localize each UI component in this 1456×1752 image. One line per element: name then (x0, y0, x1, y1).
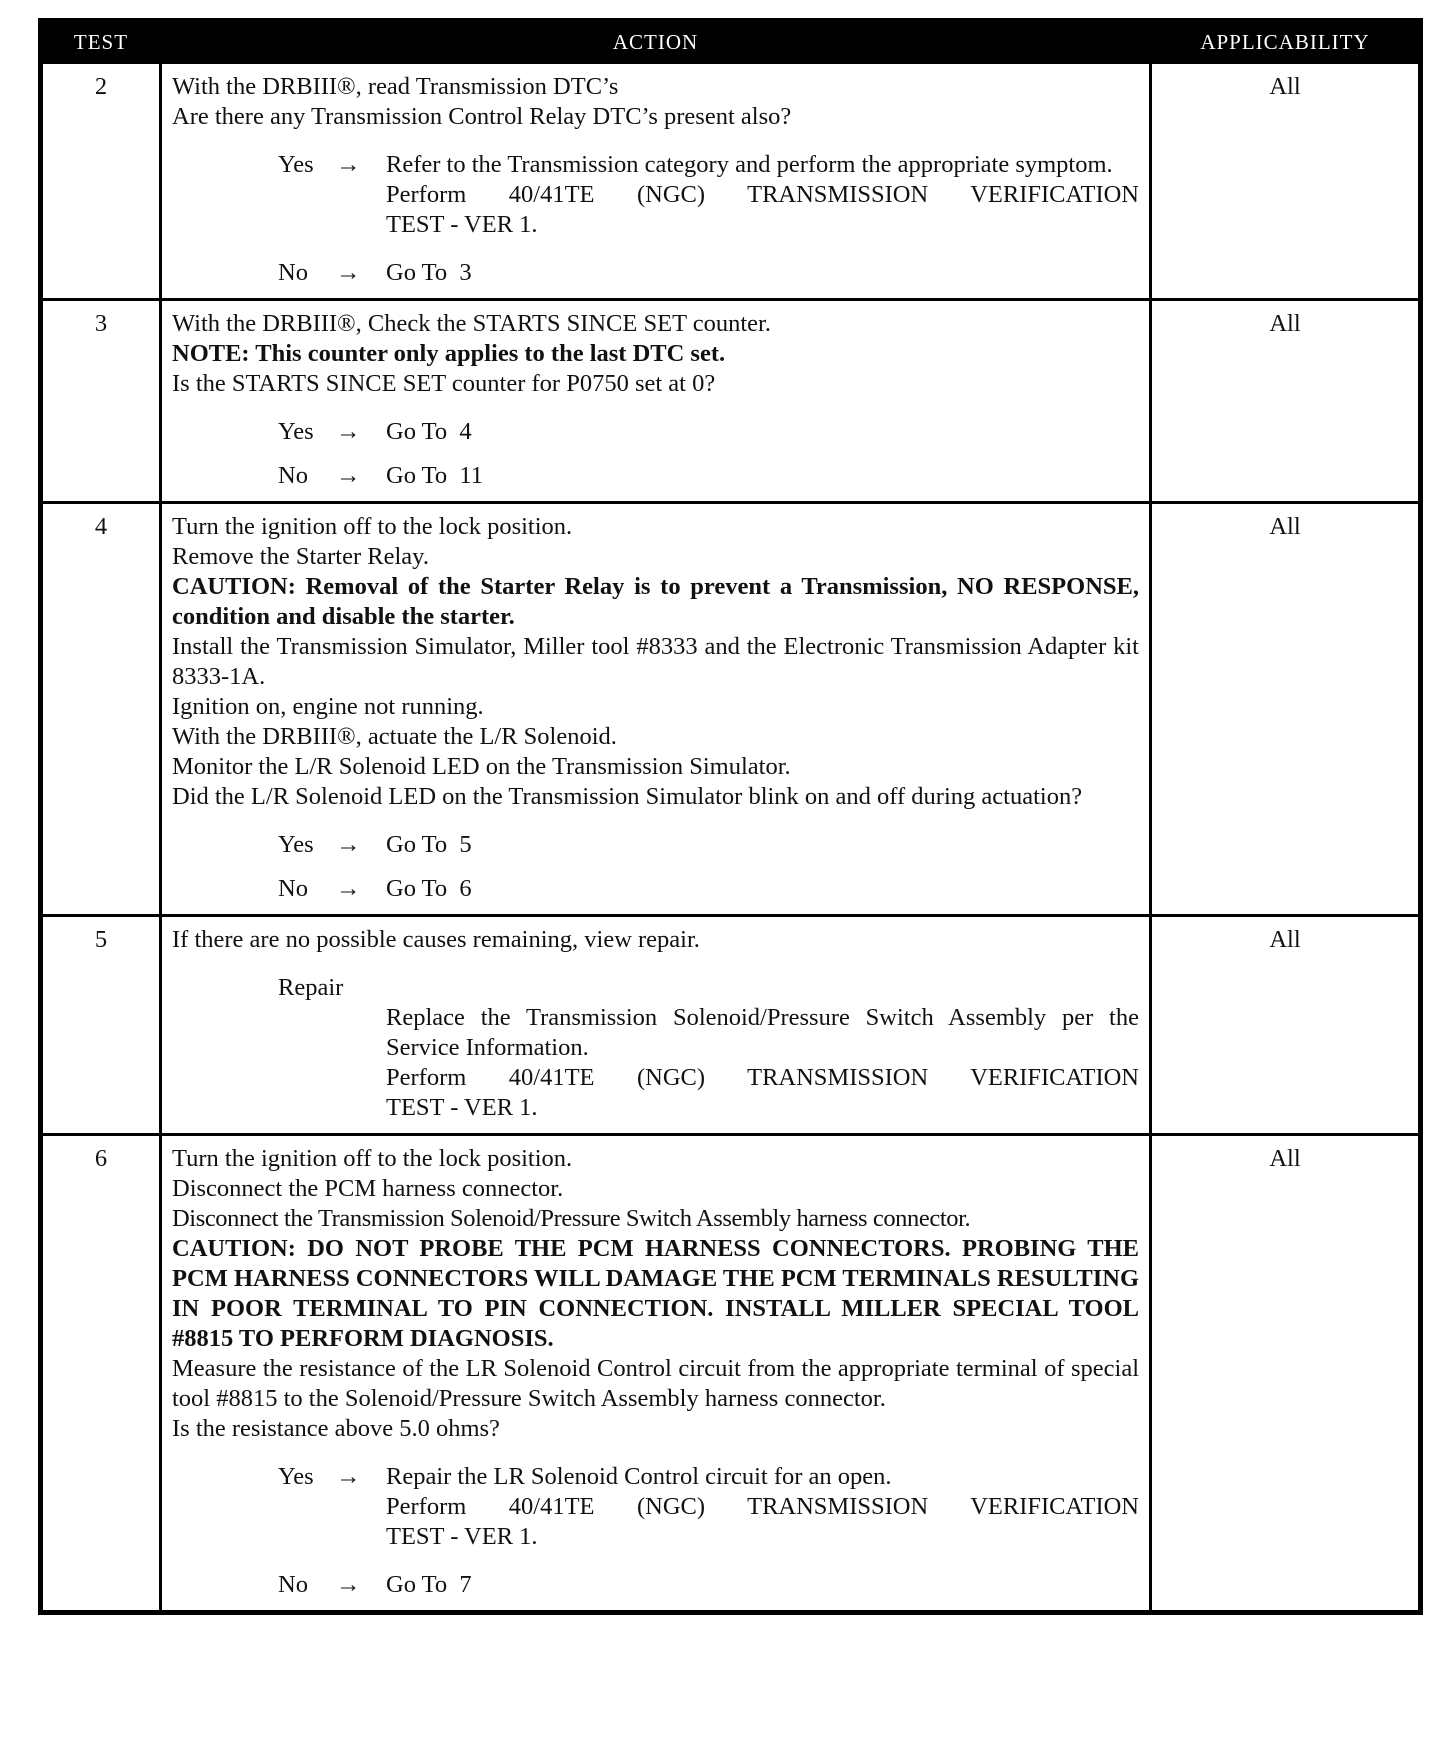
yes-label: Yes (278, 418, 314, 445)
applicability-value: All (1151, 1135, 1421, 1613)
diagnostic-table (38, 18, 1423, 1615)
arrow-icon: → (336, 151, 361, 178)
repair-result-verification-end: TEST - VER 1. (386, 1094, 538, 1121)
action-line: Turn the ignition off to the lock position. (172, 513, 573, 540)
yes-branch (278, 150, 1139, 240)
no-branch (278, 258, 1139, 288)
header-action: ACTION (161, 21, 1151, 63)
yes-result-verification-end: TEST - VER 1. (386, 211, 538, 238)
table-row-test-6 (41, 1135, 1421, 1613)
no-branch (278, 1570, 1139, 1600)
test-number: 4 (41, 503, 161, 916)
action-question: Is the resistance above 5.0 ohms? (172, 1415, 500, 1442)
yes-result (386, 1462, 1139, 1552)
action-line: With the DRBIII®, read Transmission DTC’s (172, 73, 619, 100)
yes-branch (278, 830, 1139, 860)
table-row-test-3 (41, 300, 1421, 503)
note-text: NOTE: This counter only applies to the last DTC set. (172, 340, 726, 367)
test-number: 5 (41, 916, 161, 1135)
arrow-icon: → (336, 831, 361, 858)
table-row-test-4 (41, 503, 1421, 916)
arrow-icon: → (336, 259, 361, 286)
yes-branch (278, 1462, 1139, 1552)
no-label: No (278, 1571, 308, 1598)
action-line: With the DRBIII®, Check the STARTS SINCE SET counter. (172, 310, 771, 337)
arrow-icon: → (336, 875, 361, 902)
yes-result-verification-end: TEST - VER 1. (386, 1523, 538, 1550)
diagnostic-procedure-sheet (38, 18, 1418, 1615)
action-line: Disconnect the PCM harness connector. (172, 1175, 564, 1202)
action-cell (161, 300, 1151, 503)
action-cell (161, 916, 1151, 1135)
yes-branch (278, 417, 1139, 447)
action-line: Turn the ignition off to the lock position. (172, 1145, 573, 1172)
test-number: 2 (41, 63, 161, 300)
no-result: Go To 6 (386, 875, 472, 902)
yes-label: Yes (278, 151, 314, 178)
yes-result (386, 150, 1139, 240)
repair-result (386, 1003, 1139, 1123)
no-result: Go To 3 (386, 259, 472, 286)
yes-result-line: Refer to the Transmission category and perform the appropriate symptom. (386, 151, 1113, 178)
repair-result-verification: Perform 40/41TE (NGC) TRANSMISSION VERIFICATION (386, 1064, 1139, 1091)
action-question: Is the STARTS SINCE SET counter for P0750 set at 0? (172, 370, 716, 397)
header-test: TEST (41, 21, 161, 63)
applicability-value: All (1151, 63, 1421, 300)
table-header-row (41, 21, 1421, 63)
action-question: Are there any Transmission Control Relay DTC’s present also? (172, 103, 792, 130)
arrow-icon: → (336, 462, 361, 489)
test-number: 3 (41, 300, 161, 503)
no-branch (278, 874, 1139, 904)
header-applicability: APPLICABILITY (1151, 21, 1421, 63)
action-cell (161, 503, 1151, 916)
action-line: If there are no possible causes remaining, view repair. (172, 926, 700, 953)
no-label: No (278, 259, 308, 286)
action-line: Install the Transmission Simulator, Miller tool #8333 and the Electronic Transmission Adapter kit 8333-1A. (172, 633, 1139, 690)
caution-text: CAUTION: DO NOT PROBE THE PCM HARNESS CONNECTORS. PROBING THE PCM HARNESS CONNECTORS WILL DAMAGE THE PCM TERMINALS RESULTING IN POOR TERMINAL TO PIN CONNECTION. INSTALL MILLER SPECIAL TOOL #8815 TO PERFORM DIAGNOSIS. (172, 1235, 1139, 1352)
yes-result: Go To 4 (386, 418, 472, 445)
applicability-value: All (1151, 916, 1421, 1135)
no-label: No (278, 875, 308, 902)
action-line: Remove the Starter Relay. (172, 543, 429, 570)
applicability-value: All (1151, 503, 1421, 916)
caution-text: CAUTION: Removal of the Starter Relay is to prevent a Transmission, NO RESPONSE, condition and disable the starter. (172, 573, 1139, 630)
action-line: Ignition on, engine not running. (172, 693, 484, 720)
no-branch (278, 461, 1139, 491)
yes-label: Yes (278, 831, 314, 858)
applicability-value: All (1151, 300, 1421, 503)
no-result: Go To 11 (386, 462, 483, 489)
no-result: Go To 7 (386, 1571, 472, 1598)
repair-label: Repair (278, 974, 344, 1001)
table-row-test-5 (41, 916, 1421, 1135)
yes-label: Yes (278, 1463, 314, 1490)
test-number: 6 (41, 1135, 161, 1613)
action-line: With the DRBIII®, actuate the L/R Solenoid. (172, 723, 617, 750)
no-label: No (278, 462, 308, 489)
arrow-icon: → (336, 418, 361, 445)
action-line: Disconnect the Transmission Solenoid/Pressure Switch Assembly harness connector. (172, 1205, 971, 1232)
action-question: Did the L/R Solenoid LED on the Transmission Simulator blink on and off during actuation? (172, 783, 1083, 810)
action-cell (161, 1135, 1151, 1613)
repair-branch (278, 973, 1139, 1123)
repair-result-line: Replace the Transmission Solenoid/Pressure Switch Assembly per the Service Information. (386, 1004, 1139, 1061)
action-line: Monitor the L/R Solenoid LED on the Transmission Simulator. (172, 753, 791, 780)
arrow-icon: → (336, 1463, 361, 1490)
table-row-test-2 (41, 63, 1421, 300)
yes-result-verification: Perform 40/41TE (NGC) TRANSMISSION VERIFICATION (386, 1493, 1139, 1520)
yes-result-verification: Perform 40/41TE (NGC) TRANSMISSION VERIFICATION (386, 181, 1139, 208)
yes-result-line: Repair the LR Solenoid Control circuit for an open. (386, 1463, 892, 1490)
action-line: Measure the resistance of the LR Solenoid Control circuit from the appropriate terminal of special tool #8815 to the Solenoid/Pressure Switch Assembly harness connector. (172, 1355, 1139, 1412)
arrow-icon: → (336, 1571, 361, 1598)
yes-result: Go To 5 (386, 831, 472, 858)
action-cell (161, 63, 1151, 300)
